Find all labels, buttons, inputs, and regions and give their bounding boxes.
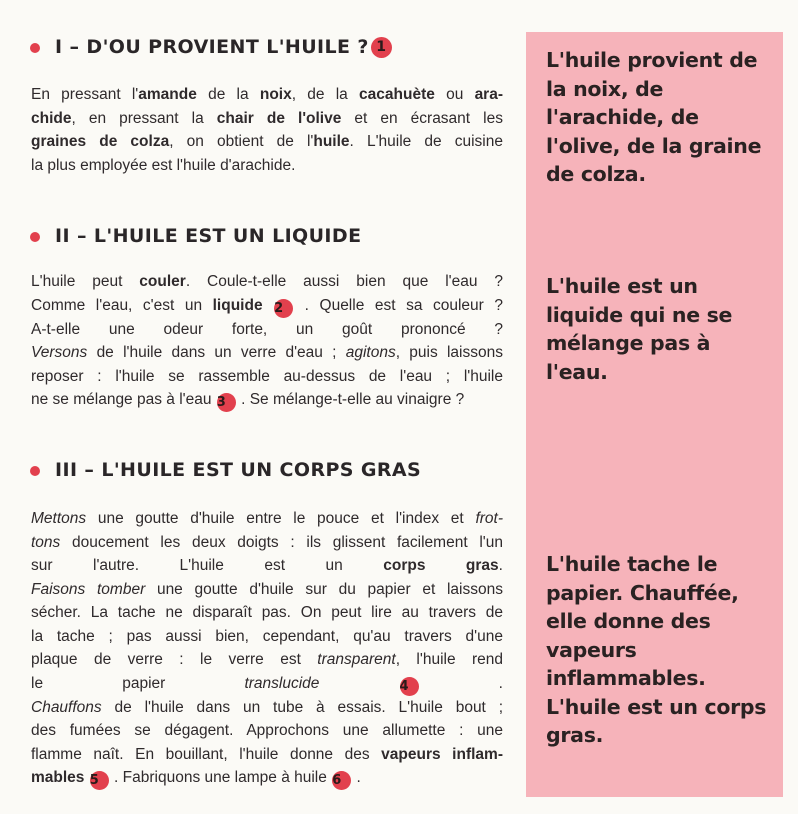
section-3-body <box>31 507 503 790</box>
text-line: tons doucement les deux doigts : ils glissent facilement l'un <box>31 533 503 551</box>
text-line: Faisons tomber une goutte d'huile sur du papier et laissons <box>31 580 503 598</box>
text-line: sécher. La tache ne disparaît pas. On peut lire au travers de <box>31 604 503 621</box>
bullet-dot-icon <box>30 43 40 53</box>
text-line: A-t-elle une odeur forte, un goût prononcé ? <box>31 320 503 338</box>
text-line: plaque de verre : le verre est transparent, l'huile rend <box>31 651 504 668</box>
bold-term: amande <box>138 86 197 103</box>
figure-number-badge: 6 <box>332 771 351 790</box>
section-3-title: III – L'HUILE EST UN CORPS GRAS <box>55 459 422 481</box>
bold-term: chide <box>31 109 72 127</box>
text-line: ne se mélange pas à l'eau 3 . Se mélange-t-elle au vinaigre ? <box>31 391 465 410</box>
figure-number-badge: 1 <box>371 37 392 58</box>
text-line: Comme l'eau, c'est un liquide 2 . Quelle est sa couleur ? <box>31 296 503 316</box>
text-line: des fumées se dégagent. Approchons une allumette : une <box>31 722 503 739</box>
text-line: Mettons une goutte d'huile entre le pouce et l'index et frot- <box>31 510 503 527</box>
text-line: chide, en pressant la chair de l'olive et en écrasant les <box>31 109 503 127</box>
italic-term: Versons <box>31 344 88 361</box>
text-line: flamme naît. En bouillant, l'huile donne des vapeurs inflam- <box>31 745 503 763</box>
section-1-body <box>31 83 503 177</box>
bold-term: graines de colza <box>31 133 170 150</box>
text-line: le papier translucide 4 . <box>31 674 503 694</box>
section-3-heading <box>30 455 421 485</box>
bold-term: vapeurs inflam- <box>381 745 503 763</box>
figure-number-badge: 4 <box>400 677 419 696</box>
italic-term: frot- <box>475 510 503 527</box>
bold-term: corps gras <box>383 557 499 574</box>
text-line: reposer : l'huile se rassemble au-dessus de l'eau ; l'huile <box>31 367 503 385</box>
section-2-body <box>31 270 503 412</box>
summary-box-2: L'huile est un liquide qui ne se mélange pas à l'eau. <box>546 274 733 384</box>
section-1-title: I – D'OU PROVIENT L'HUILE ? <box>55 36 369 58</box>
italic-term: transparent <box>317 651 396 668</box>
figure-number-badge: 2 <box>274 299 293 318</box>
bold-term: chair de l'olive <box>216 109 342 127</box>
italic-term: agitons <box>345 344 396 361</box>
section-1-heading <box>30 32 393 62</box>
text-line: En pressant l'amande de la noix, de la cacahuète ou ara- <box>31 86 503 103</box>
bold-term: ara- <box>474 86 503 103</box>
bullet-dot-icon <box>30 232 40 242</box>
figure-number-badge: 5 <box>90 771 109 790</box>
italic-term: translucide <box>244 674 320 692</box>
summary-box-1: L'huile provient de la noix, de l'arachide, de l'olive, de la graine de colza. <box>546 48 762 186</box>
text-line: la plus employée est l'huile d'arachide. <box>31 156 296 174</box>
text-line: Chauffons de l'huile dans un tube à essais. L'huile bout ; <box>31 698 503 716</box>
text-line: Versons de l'huile dans un verre d'eau ; agitons, puis laissons <box>31 344 503 361</box>
bold-term: mables <box>31 769 85 786</box>
text-line: mables 5 . Fabriquons une lampe à huile 6 . <box>31 769 361 788</box>
italic-term: Chauffons <box>31 698 102 716</box>
summary-box-3: L'huile tache le papier. Chauffée, elle donne des vapeurs inflammables. L'huile est un corps gras. <box>546 552 767 747</box>
figure-number-badge: 3 <box>217 393 236 412</box>
italic-term: Faisons tomber <box>31 580 146 598</box>
bullet-dot-icon <box>30 466 40 476</box>
text-line: L'huile peut couler. Coule-t-elle aussi bien que l'eau ? <box>31 273 503 290</box>
section-2-heading <box>30 221 361 251</box>
bold-term: couler <box>139 273 186 290</box>
text-line: la tache ; pas aussi bien, cependant, qu'au travers d'une <box>31 627 503 645</box>
bold-term: huile <box>313 133 350 150</box>
bold-term: liquide <box>212 296 263 314</box>
section-2-title: II – L'HUILE EST UN LIQUIDE <box>55 225 362 247</box>
text-line: graines de colza, on obtient de l'huile. L'huile de cuisine <box>31 133 503 150</box>
italic-term: Mettons <box>31 510 87 527</box>
italic-term: tons <box>31 533 61 551</box>
bold-term: noix <box>259 86 292 103</box>
text-line: sur l'autre. L'huile est un corps gras. <box>31 557 503 574</box>
bold-term: cacahuète <box>359 86 435 103</box>
